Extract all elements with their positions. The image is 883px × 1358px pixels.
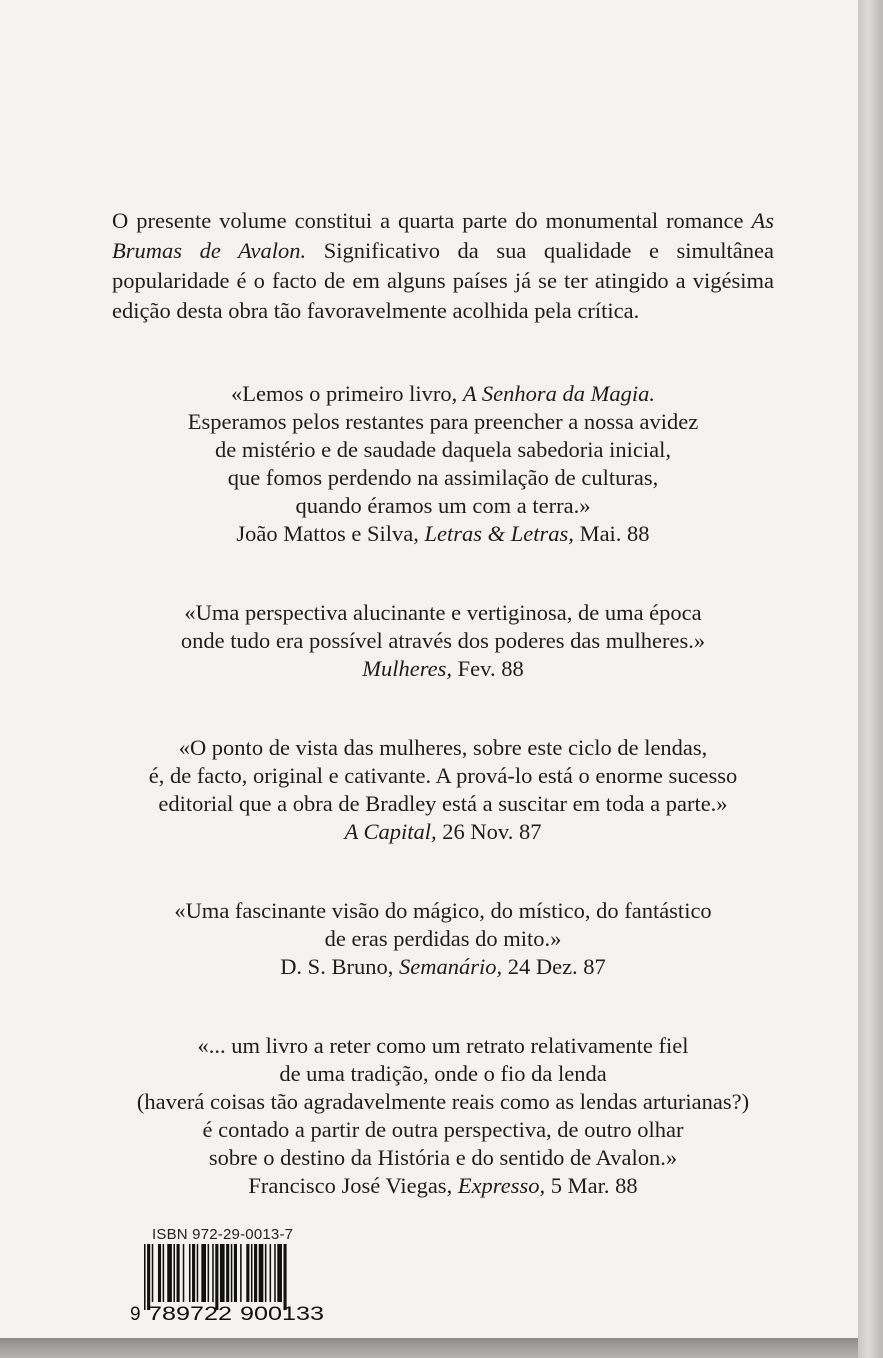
isbn-barcode [128,1244,338,1324]
barcode-left-digits: 789722 [148,1304,232,1324]
quote-source: A Capital, [344,819,437,844]
barcode-right-digits: 900133 [240,1304,324,1324]
barcode-bar [254,1244,257,1302]
quote-date: Mai. 88 [573,521,650,546]
page-edge-shadow [858,0,883,1358]
review-quote-3 [96,734,790,846]
barcode-bar [167,1244,172,1302]
quote-source: Expresso, [457,1173,546,1198]
review-quote-5 [96,1032,790,1200]
intro-text-start: O presente volume constitui a quarta parte do monumental romance [112,208,752,233]
barcode-bar [259,1244,264,1302]
barcode-bar [220,1244,225,1302]
barcode-bar [265,1244,267,1302]
quote-text: «Lemos o primeiro livro, [231,381,463,406]
review-quote-1 [96,380,790,548]
quote-date: 5 Mar. 88 [545,1173,638,1198]
quote-line: «O ponto de vista das mulheres, sobre este ciclo de lendas, [178,735,708,760]
review-quotes [96,380,790,1200]
quote-author: João Mattos e Silva, [236,521,425,546]
quote-line: de uma tradição, onde o fio da lenda [279,1061,607,1086]
quote-line: que fomos perdendo na assimilação de culturas, [227,465,659,490]
barcode-bar [215,1244,218,1310]
barcode-bar [147,1244,150,1310]
barcode-bar [144,1244,146,1310]
intro-text-end: Significativo da sua qualidade e simultânea popularidade é o facto de em alguns países já se ter atingido a vigésima edição desta obra tão favoravelmente acolhida pela crítica. [112,238,775,323]
barcode-bar [158,1244,161,1302]
barcode-bar [274,1244,276,1302]
barcode-bar [152,1244,154,1302]
quote-line: de eras perdidas do mito.» [324,926,562,951]
quote-line: é contado a partir de outra perspectiva, de outro olhar [202,1117,684,1142]
quoted-book-title: A Senhora da Magia. [462,381,655,406]
barcode-bar [277,1244,282,1302]
barcode-first-digit: 9 [130,1304,141,1324]
barcode-bar [284,1244,287,1310]
quote-line [96,380,790,408]
quote-source: Letras & Letras, [424,521,574,546]
quote-line: Esperamos pelos restantes para preencher a nossa avidez [187,409,699,434]
quote-line: «Uma fascinante visão do mágico, do místico, do fantástico [174,898,712,923]
barcode-bar [201,1244,206,1302]
review-quote-4 [96,897,790,981]
review-quote-2 [96,599,790,683]
bottom-edge-shadow [0,1338,858,1358]
barcode-bar [177,1244,180,1302]
barcode-bar [189,1244,191,1302]
barcode-bar [212,1244,214,1302]
quote-author: Francisco José Viegas, [248,1173,458,1198]
quote-attribution [96,818,790,846]
quote-line: editorial que a obra de Bradley está a suscitar em toda a parte.» [158,791,728,816]
quote-line: (haverá coisas tão agradavelmente reais como as lendas arturianas?) [136,1089,750,1114]
barcode-bar [234,1244,237,1302]
barcode-bar [163,1244,165,1302]
quote-line: sobre o destino da História e do sentido de Avalon.» [208,1145,678,1170]
barcode-bar [240,1244,242,1302]
barcode-bar [246,1244,249,1302]
quote-attribution [96,953,790,981]
intro-paragraph [112,206,774,326]
quote-source: Mulheres, [362,656,453,681]
barcode-bar [226,1244,229,1302]
quote-attribution [96,520,790,548]
barcode-bar [231,1244,233,1302]
barcode-bar [192,1244,195,1302]
quote-date: Fev. 88 [452,656,524,681]
quote-attribution [96,1172,790,1200]
quote-date: 26 Nov. 87 [436,819,542,844]
barcode-bar [208,1244,210,1302]
barcode-bar [251,1244,253,1302]
quote-line: quando éramos um com a terra.» [295,493,591,518]
quote-source: Semanário, [398,954,503,979]
barcode-bar [173,1244,175,1302]
quote-line: «... um livro a reter como um retrato relativamente fiel [197,1033,689,1058]
quote-line: é, de facto, original e cativante. A prová-lo está o enorme sucesso [148,763,738,788]
isbn-label: ISBN 972-29-0013-7 [152,1226,294,1243]
barcode-bars [144,1244,287,1310]
quote-line: onde tudo era possível através dos poderes das mulheres.» [180,628,706,653]
quote-author: D. S. Bruno, [280,954,399,979]
barcode-bar [270,1244,272,1302]
quote-date: 24 Dez. 87 [502,954,606,979]
quote-line: de mistério e de saudade daquela sabedoria inicial, [214,437,672,462]
quote-attribution [96,655,790,683]
barcode-bar [197,1244,199,1302]
barcode-bar [183,1244,185,1302]
book-title: As Brumas de Avalon. [112,208,774,263]
quote-line: «Uma perspectiva alucinante e vertiginosa, de uma época [184,600,702,625]
